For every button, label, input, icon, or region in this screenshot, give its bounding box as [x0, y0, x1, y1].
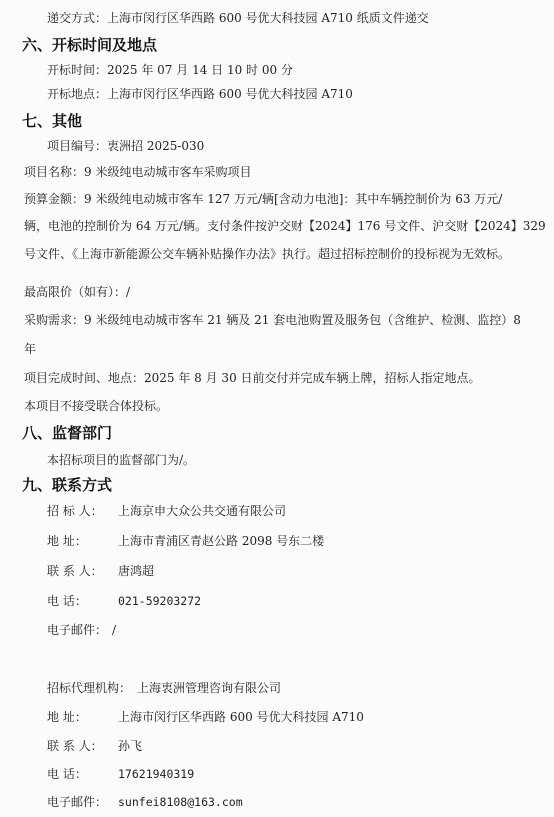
tenderer-address-value: 上海市青浦区青赵公路 2098 号东二楼	[118, 534, 325, 548]
budget-line-1: 预算金额：9 米级纯电动城市客车 127 万元/辆[含动力电池]：其中车辆控制价为 63 万元/	[24, 192, 503, 206]
delivery-method: 递交方式：上海市闵行区华西路 600 号优大科技园 A710 纸质文件递交	[47, 11, 429, 25]
demand-line-2: 年	[24, 342, 37, 356]
agency-phone-value: 17621940319	[118, 767, 195, 781]
tenderer-address-label: 地 址：	[47, 534, 87, 548]
no-consortium-note: 本项目不接受联合体投标。	[24, 399, 169, 413]
budget-line-3: 号文件、《上海市新能源公交车辆补贴操作办法》执行。超过招标控制价的投标视为无效标。	[24, 247, 511, 261]
tenderer-contact-value: 唐鸿超	[118, 564, 155, 578]
tenderer-phone-value: 021-59203272	[118, 594, 202, 608]
completion-time-place: 项目完成时间、地点：2025 年 8 月 30 日前交付并完成车辆上牌，招标人指定地点。	[24, 371, 481, 385]
agency-email-label: 电子邮件：	[47, 795, 108, 809]
project-name: 项目名称：9 米级纯电动城市客车采购项目	[24, 165, 252, 179]
agency-email-value: sunfei8108@163.com	[118, 795, 243, 809]
tenderer-value: 上海京申大众公共交通有限公司	[118, 504, 287, 518]
tenderer-label: 招 标 人：	[47, 504, 103, 518]
tenderer-email-label: 电子邮件：	[47, 623, 108, 637]
max-price: 最高限价（如有）：/	[24, 285, 131, 299]
section-6-heading: 六、开标时间及地点	[22, 36, 158, 54]
tenderer-email-value: /	[112, 623, 117, 637]
section-9-heading: 九、联系方式	[22, 476, 113, 494]
budget-line-2: 辆，电池的控制价为 64 万元/辆。支付条件按沪交财【2024】176 号文件、沪交财【2024】329	[24, 219, 546, 233]
bid-opening-place: 开标地点：上海市闵行区华西路 600 号优大科技园 A710	[47, 87, 353, 101]
agency-contact-label: 联 系 人：	[47, 739, 103, 753]
tenderer-phone-label: 电 话：	[47, 594, 87, 608]
bid-opening-time: 开标时间：2025 年 07 月 14 日 10 时 00 分	[47, 63, 293, 77]
section-7-heading: 七、其他	[22, 112, 83, 130]
tenderer-contact-label: 联 系 人：	[47, 564, 103, 578]
supervision-text: 本招标项目的监督部门为/。	[47, 453, 196, 467]
agency-address-label: 地 址：	[47, 710, 87, 724]
agency-contact-value: 孙飞	[118, 739, 143, 753]
agency-address-value: 上海市闵行区华西路 600 号优大科技园 A710	[118, 710, 364, 724]
agency-value: 上海衷洲管理咨询有限公司	[137, 681, 282, 695]
section-8-heading: 八、监督部门	[22, 424, 113, 442]
agency-phone-label: 电 话：	[47, 767, 87, 781]
demand-line-1: 采购需求：9 米级纯电动城市客车 21 辆及 21 套电池购置及服务包（含维护、检测、监控）8	[24, 313, 521, 327]
agency-label: 招标代理机构：	[47, 681, 132, 695]
project-number: 项目编号：衷洲招 2025-030	[47, 139, 205, 153]
